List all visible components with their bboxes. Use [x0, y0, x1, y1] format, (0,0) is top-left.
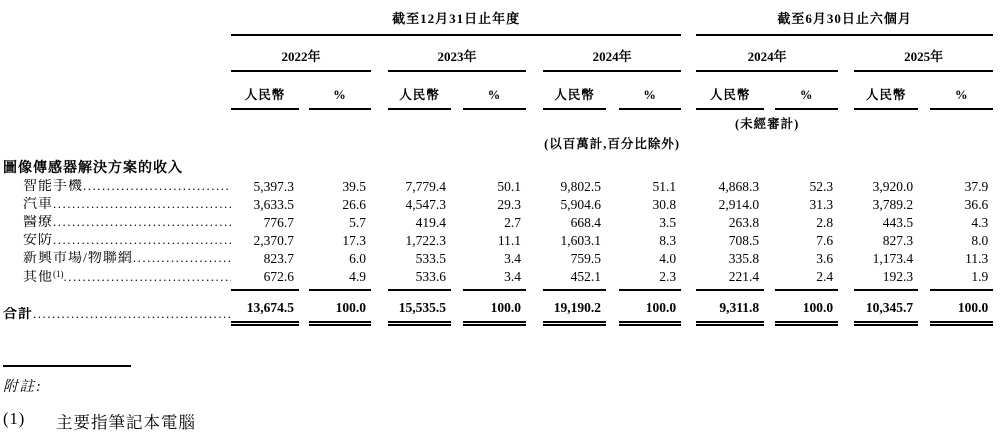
cell-value: 192.3 [882, 269, 914, 285]
year-header-2025-interim: 2025年 [854, 35, 993, 71]
total-value: 100.0 [309, 290, 371, 323]
cell-value: 5,904.6 [560, 197, 601, 213]
rmb-header: 人民幣 [854, 71, 918, 109]
cell-value: 9,802.5 [560, 179, 601, 195]
units-note-row [3, 131, 993, 151]
spacer [371, 35, 388, 71]
spacer [3, 35, 231, 71]
cell-value: 37.9 [964, 179, 989, 195]
cell-value: 2.4 [816, 269, 834, 285]
spacer [606, 267, 619, 290]
row-label: 其他 $^{(1)}$ ..... [3, 267, 231, 290]
cell-value: 3.4 [504, 251, 521, 267]
cell-value: 221.4 [728, 269, 760, 285]
section-header-row [3, 151, 993, 177]
spacer [838, 231, 854, 249]
year-header-2022: 2022年 [231, 35, 371, 71]
cell-value: 452.1 [570, 269, 601, 285]
year-header-2024-interim: 2024年 [696, 35, 838, 71]
spacer [299, 195, 309, 213]
cell-value: 8.0 [971, 233, 989, 249]
spacer [764, 267, 775, 290]
cell-value: 443.5 [882, 215, 914, 231]
dot-leader [133, 251, 231, 266]
total-value: 100.0 [619, 290, 681, 323]
revenue-breakdown-page [3, 3, 1000, 433]
spacer [3, 3, 231, 35]
cell-value: 1.9 [971, 269, 989, 285]
cell-value: 52.3 [809, 179, 834, 195]
spacer [681, 195, 696, 213]
spacer [918, 195, 930, 213]
cell-value: 3.4 [504, 269, 521, 285]
spacer [838, 71, 854, 109]
table-row-total [3, 290, 993, 323]
units-note: (以百萬計,百分比除外) [544, 136, 681, 151]
interim-period-header: 截至6月30日止六個月 [696, 3, 993, 35]
cell-value: 3,633.5 [253, 197, 294, 213]
spacer [681, 290, 696, 323]
cell-value: 4,868.3 [718, 179, 760, 195]
total-value: 100.0 [463, 290, 526, 323]
spacer [371, 195, 388, 213]
cell-value: 335.8 [728, 251, 760, 267]
table-row-smartphones [3, 177, 993, 195]
annual-period-header: 截至12月31日止年度 [231, 3, 681, 35]
spacer [299, 71, 309, 109]
cell-value: 776.7 [263, 215, 294, 231]
spacer [838, 290, 854, 323]
spacer [681, 177, 696, 195]
spacer [451, 267, 463, 290]
spacer [526, 267, 543, 290]
cell-value: 6.0 [349, 251, 366, 267]
spacer [764, 71, 775, 109]
spacer [526, 177, 543, 195]
spacer [838, 195, 854, 213]
spacer [838, 249, 854, 267]
spacer [451, 231, 463, 249]
currency-percent-header-row [3, 71, 993, 109]
total-value: 9,311.8 [696, 290, 764, 323]
spacer [681, 71, 696, 109]
spacer [3, 109, 696, 131]
spacer [606, 195, 619, 213]
spacer [371, 267, 388, 290]
cell-value: 668.4 [570, 215, 601, 231]
cell-value: 11.3 [965, 251, 989, 267]
spacer [606, 231, 619, 249]
spacer [299, 231, 309, 249]
spacer [3, 71, 231, 109]
row-label: 醫療 ..... [3, 213, 231, 231]
year-header-2023: 2023年 [388, 35, 526, 71]
spacer [299, 267, 309, 290]
rmb-header: 人民幣 [543, 71, 606, 109]
cell-value: 4.9 [349, 269, 366, 285]
spacer [451, 213, 463, 231]
dot-leader [53, 233, 231, 248]
table-row-security [3, 231, 993, 249]
cell-value: 827.3 [882, 233, 914, 249]
total-value: 13,674.5 [231, 290, 299, 323]
cell-value: 50.1 [497, 179, 521, 195]
percent-header: % [619, 71, 681, 109]
spacer [299, 249, 309, 267]
spacer [764, 213, 775, 231]
spacer [371, 71, 388, 109]
row-label: 新興市場/物聯網 ..... [3, 249, 231, 267]
spacer [606, 177, 619, 195]
cell-value: 2.7 [504, 215, 521, 231]
spacer [918, 290, 930, 323]
spacer [299, 177, 309, 195]
row-label: 汽車 ..... [3, 195, 231, 213]
spacer [606, 213, 619, 231]
revenue-table [3, 3, 993, 326]
cell-value: 11.1 [497, 233, 521, 249]
table-row-automotive [3, 195, 993, 213]
spacer [838, 35, 854, 71]
spacer [371, 249, 388, 267]
cell-value: 4.0 [659, 251, 677, 267]
total-value: 15,535.5 [388, 290, 451, 323]
spacer [451, 195, 463, 213]
spacer [764, 195, 775, 213]
cell-value: 7,779.4 [405, 179, 446, 195]
cell-value: 36.6 [964, 197, 989, 213]
year-header-row [3, 35, 993, 71]
spacer [371, 290, 388, 323]
total-value: 100.0 [930, 290, 993, 323]
dot-leader [53, 197, 231, 212]
spacer [918, 231, 930, 249]
spacer [681, 35, 696, 71]
cell-value: 17.3 [342, 233, 366, 249]
rmb-header: 人民幣 [696, 71, 764, 109]
cell-value: 5,397.3 [253, 179, 294, 195]
row-label: 安防 ..... [3, 231, 231, 249]
spacer [606, 290, 619, 323]
spacer [918, 267, 930, 290]
spacer [838, 177, 854, 195]
total-label: 合計 ..... [3, 290, 231, 323]
cell-value: 263.8 [728, 215, 760, 231]
spacer [526, 71, 543, 109]
table-row-others [3, 267, 993, 290]
cell-value: 533.5 [415, 251, 446, 267]
spacer [606, 249, 619, 267]
cell-value: 708.5 [728, 233, 760, 249]
cell-value: 30.8 [652, 197, 677, 213]
spacer [526, 195, 543, 213]
spacer [918, 177, 930, 195]
spacer [838, 109, 993, 131]
spacer [526, 231, 543, 249]
unaudited-note-row [3, 109, 993, 131]
cell-value: 1,173.4 [872, 251, 914, 267]
dot-leader [83, 179, 231, 194]
spacer [681, 213, 696, 231]
total-value: 100.0 [775, 290, 838, 323]
notes-heading: 附註: [3, 378, 43, 395]
rmb-header: 人民幣 [388, 71, 451, 109]
spacer [451, 71, 463, 109]
spacer [918, 71, 930, 109]
spacer [918, 249, 930, 267]
row-label: 智能手機 ..... [3, 177, 231, 195]
spacer [371, 177, 388, 195]
cell-value: 2,914.0 [718, 197, 760, 213]
footnote-marker: (1) [3, 408, 26, 428]
spacer [681, 3, 696, 35]
dot-leader [53, 215, 231, 230]
cell-value: 2.8 [816, 215, 834, 231]
spacer [299, 213, 309, 231]
spacer [371, 231, 388, 249]
cell-value: 759.5 [570, 251, 601, 267]
section-title: 圖像傳感器解決方案的收入 [3, 160, 183, 176]
unaudited-note: (未經審計) [734, 116, 800, 131]
cell-value: 26.6 [342, 197, 366, 213]
cell-value: 39.5 [342, 179, 366, 195]
period-group-header-row [3, 3, 993, 35]
cell-value: 3.6 [816, 251, 834, 267]
total-value: 10,345.7 [854, 290, 918, 323]
spacer [3, 131, 231, 151]
spacer [918, 213, 930, 231]
spacer [526, 35, 543, 71]
footnote-text: 主要指筆記本電腦 [56, 412, 196, 432]
spacer [606, 71, 619, 109]
cell-value: 8.3 [659, 233, 677, 249]
cell-value: 533.6 [415, 269, 446, 285]
spacer [681, 231, 696, 249]
cell-value: 51.1 [652, 179, 677, 195]
total-value: 19,190.2 [543, 290, 606, 323]
percent-header: % [309, 71, 371, 109]
cell-value: 3,920.0 [872, 179, 914, 195]
spacer [838, 213, 854, 231]
table-row-medical [3, 213, 993, 231]
year-header-2024: 2024年 [543, 35, 681, 71]
spacer [526, 249, 543, 267]
spacer [451, 290, 463, 323]
footnote-item [3, 409, 1000, 433]
spacer [526, 290, 543, 323]
cell-value: 31.3 [809, 197, 834, 213]
cell-value: 3,789.2 [872, 197, 914, 213]
cell-value: 823.7 [263, 251, 294, 267]
cell-value: 4.3 [971, 215, 989, 231]
footnote-rule [3, 365, 131, 367]
cell-value: 3.5 [659, 215, 677, 231]
percent-header: % [463, 71, 526, 109]
rmb-header: 人民幣 [231, 71, 299, 109]
table-row-emerging-iot [3, 249, 993, 267]
spacer [764, 249, 775, 267]
spacer [451, 249, 463, 267]
cell-value: 2.3 [659, 269, 677, 285]
spacer [526, 213, 543, 231]
cell-value: 7.6 [816, 233, 834, 249]
spacer [764, 290, 775, 323]
cell-value: 1,603.1 [560, 233, 601, 249]
spacer [681, 267, 696, 290]
spacer [451, 177, 463, 195]
cell-value: 419.4 [415, 215, 446, 231]
cell-value: 5.7 [349, 215, 366, 231]
spacer [764, 231, 775, 249]
cell-value: 2,370.7 [253, 233, 294, 249]
spacer [681, 249, 696, 267]
dot-leader [33, 307, 231, 322]
cell-value: 672.6 [263, 269, 294, 285]
dot-leader [64, 270, 232, 285]
spacer [838, 267, 854, 290]
cell-value: 4,547.3 [405, 197, 446, 213]
spacer [764, 177, 775, 195]
percent-header: % [930, 71, 993, 109]
spacer [371, 213, 388, 231]
percent-header: % [775, 71, 838, 109]
spacer [299, 290, 309, 323]
cell-value: 1,722.3 [405, 233, 446, 249]
cell-value: 29.3 [497, 197, 521, 213]
